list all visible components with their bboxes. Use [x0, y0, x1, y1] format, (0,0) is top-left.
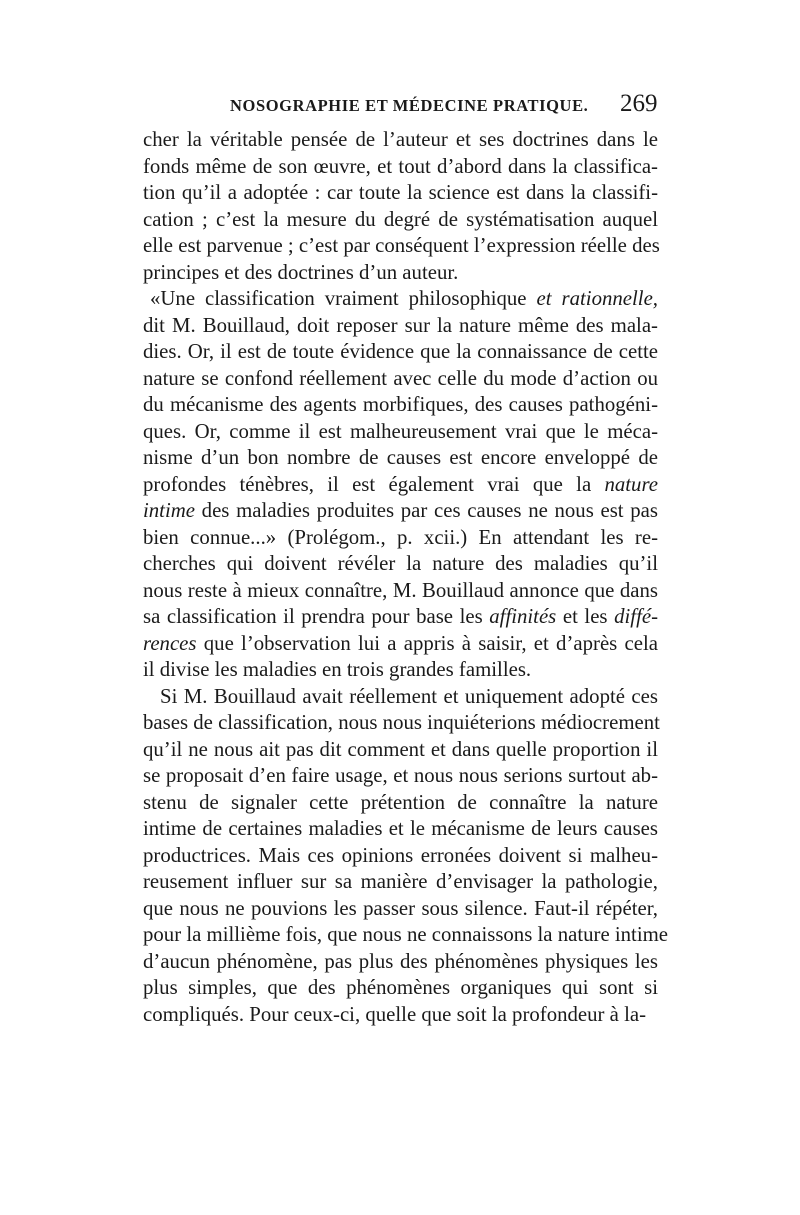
text-span: cherches qui doivent révéler la nature des maladies qu’il — [143, 552, 658, 575]
text-line — [143, 154, 658, 181]
text-line — [143, 816, 658, 843]
text-span: dit M. Bouillaud, doit reposer sur la nature même des mala- — [143, 313, 658, 337]
text-span: principes et des doctrines d’un auteur. — [143, 260, 459, 284]
text-span: elle est parvenue ; c’est par conséquent l’expression réelle des — [143, 234, 660, 257]
text-line — [143, 737, 658, 764]
text-span: qu’il ne nous ait pas dit comment et dans quelle proportion il — [143, 737, 658, 761]
italic-span: nature — [604, 472, 658, 496]
text-line — [143, 896, 658, 923]
text-span: fonds même de son œuvre, et tout d’abord dans la classifica- — [143, 154, 658, 178]
text-line — [143, 392, 658, 419]
text-span: ques. Or, comme il est malheureusement vrai que le méca- — [143, 419, 658, 443]
text-line — [143, 843, 658, 870]
text-span: sa classification il prendra pour base les — [143, 605, 490, 628]
text-line — [143, 763, 658, 790]
text-span: productrices. Mais ces opinions erronées doivent si malheu- — [143, 843, 658, 867]
text-span: profondes ténèbres, il est également vrai que la — [143, 472, 605, 496]
text-line — [143, 525, 658, 552]
text-span: «Une classification vraiment philosophique — [150, 287, 537, 310]
text-span: nisme d’un bon nombre de causes est encore enveloppé de — [143, 446, 658, 469]
text-line — [143, 313, 658, 340]
text-line — [143, 790, 658, 817]
text-span: d’aucun phénomène, pas plus des phénomènes physiques les — [143, 949, 658, 973]
text-span: et les — [556, 605, 615, 628]
text-span: pour la millième fois, que nous ne connaissons la nature intime — [143, 923, 669, 946]
text-span: du mécanisme des agents morbifiques, des causes pathogéni- — [143, 393, 658, 416]
text-span: tion qu’il a adoptée : car toute la science est dans la classifi- — [143, 181, 658, 204]
text-line — [143, 949, 658, 976]
text-span: bien connue...» (Prolégom., p. xcii.) En attendant les re- — [143, 525, 658, 549]
text-span: bases de classification, nous nous inquiéterions médiocrement — [143, 711, 660, 734]
text-span: des maladies produites par ces causes ne nous est pas — [194, 499, 658, 522]
paragraph — [143, 286, 658, 684]
text-line — [143, 127, 658, 154]
text-line — [143, 207, 658, 234]
text-line — [143, 578, 658, 605]
text-line — [143, 869, 658, 896]
text-span: intime de certaines maladies et le mécanisme de leurs causes — [143, 817, 658, 840]
text-line — [143, 922, 669, 949]
text-line — [143, 419, 658, 446]
italic-span: diffé- — [614, 605, 658, 628]
italic-span: intime — [143, 499, 195, 522]
body-text — [143, 127, 669, 1028]
text-line — [143, 260, 658, 287]
text-span: nous reste à mieux connaître, M. Bouillaud annonce que dans — [143, 578, 658, 602]
italic-span: et rationnelle, — [536, 287, 658, 310]
text-line — [143, 286, 658, 313]
text-line — [143, 1002, 658, 1029]
text-span: stenu de signaler cette prétention de connaître la nature — [143, 790, 658, 814]
text-span: Si M. Bouillaud avait réellement et uniquement adopté ces — [160, 684, 658, 708]
text-span: nature se confond réellement avec celle du mode d’action ou — [143, 366, 658, 390]
text-line — [143, 366, 658, 393]
text-line — [143, 339, 658, 366]
text-span: que nous ne pouvions les passer sous silence. Faut-il répéter, — [143, 896, 658, 920]
text-span: dies. Or, il est de toute évidence que la connaissance de cette — [143, 340, 658, 363]
text-line — [143, 684, 658, 711]
text-span: cation ; c’est la mesure du degré de systématisation auquel — [143, 207, 658, 231]
text-line — [143, 975, 658, 1002]
text-span: compliqués. Pour ceux-ci, quelle que soit la profondeur à la- — [143, 1002, 647, 1026]
text-line — [143, 551, 658, 578]
text-line — [143, 445, 658, 472]
text-span: reusement influer sur sa manière d’envisager la pathologie, — [143, 870, 658, 893]
text-span: que l’observation lui a appris à saisir, et d’après cela — [196, 631, 658, 655]
text-line — [143, 604, 658, 631]
text-span: cher la véritable pensée de l’auteur et ses doctrines dans le — [143, 128, 658, 151]
page-number: 269 — [620, 90, 658, 117]
text-line — [143, 233, 658, 260]
italic-span: affinités — [489, 605, 557, 628]
text-line — [143, 710, 658, 737]
text-line — [143, 472, 658, 499]
running-title: NOSOGRAPHIE ET MÉDECINE PRATIQUE. — [230, 96, 589, 115]
text-line — [143, 180, 658, 207]
text-span: plus simples, que des phénomènes organiques qui sont si — [143, 976, 658, 999]
italic-span: rences — [143, 631, 197, 655]
text-line — [143, 631, 658, 658]
text-span: il divise les maladies en trois grandes familles. — [143, 658, 532, 681]
text-line — [143, 657, 658, 684]
text-line — [143, 498, 658, 525]
paragraph — [143, 127, 658, 286]
paragraph — [143, 684, 669, 1029]
text-span: se proposait d’en faire usage, et nous nous serions surtout ab- — [143, 764, 658, 787]
